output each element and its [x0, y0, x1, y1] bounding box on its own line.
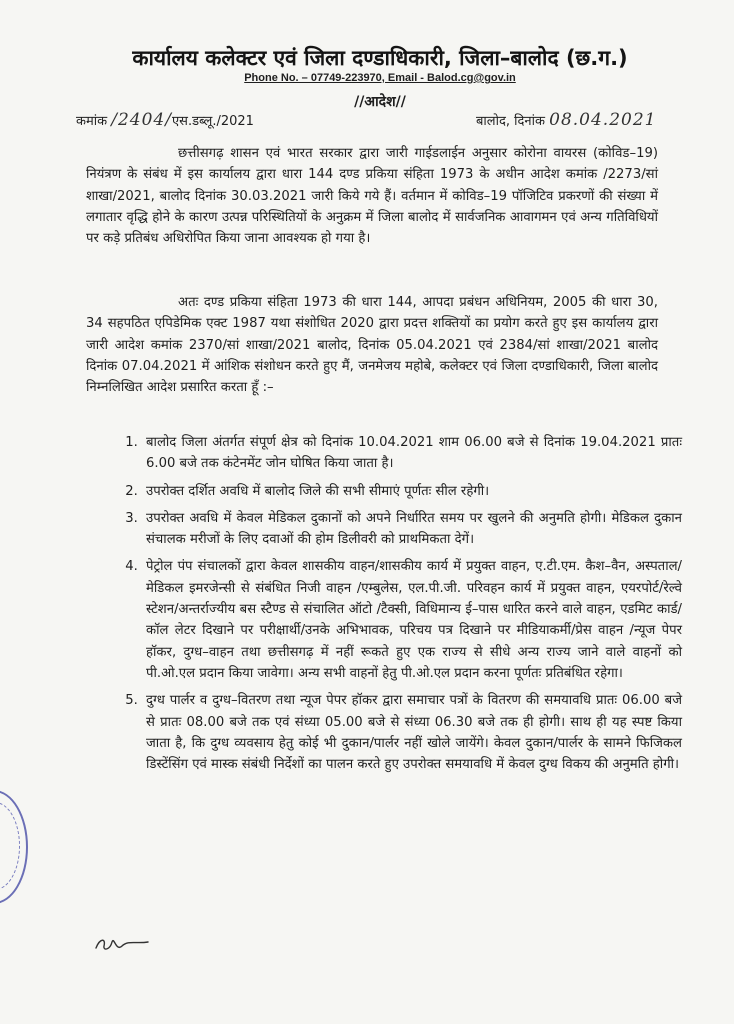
reference-suffix: एस.डब्लू./2021: [171, 114, 254, 129]
order-item-2: 2. उपरोक्त दर्शित अवधि में बालोद जिले की सभी सीमाएं पूर्णतः सील रहेगी।: [142, 481, 682, 502]
reference-prefix: कमांक: [76, 114, 108, 129]
handwritten-number: /2404/: [111, 110, 172, 130]
place-date: [476, 110, 656, 130]
order-heading: //आदेश//: [354, 94, 406, 110]
order-items-list: [116, 432, 682, 781]
paragraph-2: अतः दण्ड प्रकिया संहिता 1973 की धारा 144, आपदा प्रबंधन अधिनियम, 2005 की धारा 30, 34 सहपठित एपिडेमिक एक्ट 1987 यथा संशोधित 2020 द्वारा प्रदत्त शक्तियों का प्रयोग करते हुए इस कार्यालय द्वारा जारी आदेश कमांक 2370/सां शाखा/2021 बालोद, दिनांक 05.04.2021 एवं 2384/सां शाखा/2021 बालोद दिनांक 07.04.2021 में आंशिक संशोधन करते हुए मैं, जनमेजय महोबे, कलेक्टर एवं जिला दण्डाधिकारी, जिला बालोद निम्नलिखित आदेश प्रसारित करता हूँ :–: [86, 295, 658, 396]
contact-line: Phone No. – 07749-223970, Email - Balod.cg@gov.in: [244, 72, 516, 84]
order-item-5: 5. दुग्ध पार्लर व दुग्ध–वितरण तथा न्यूज पेपर हॉकर द्वारा समाचार पत्रों के वितरण की समयावधि प्रातः 06.00 बजे से प्रातः 08.00 बजे तक एवं संध्या 05.00 बजे से संध्या 06.30 बजे तक ही होगी। साथ ही यह स्पष्ट किया जाता है, कि दुग्ध व्यवसाय हेतु कोई भी दुकान/पार्लर नहीं खोले जायेंगे। केवल दुकान/पार्लर के सामने फिजिकल डिस्टेंसिंग एवं मास्क संबंधी निर्देशों का पालन करते हुए उपरोक्त समयावधि में केवल दुग्ध विकय की अनुमति होगी।: [142, 690, 682, 775]
order-item-1: 1. बालोद जिला अंतर्गत संपूर्ण क्षेत्र को दिनांक 10.04.2021 शाम 06.00 बजे से दिनांक 19.04.2021 प्रातः 6.00 बजे तक कंटेनमेंट जोन घोषित किया जाता है।: [142, 432, 682, 475]
paragraph-1: छत्तीसगढ़ शासन एवं भारत सरकार द्वारा जारी गाईडलाईन अनुसार कोरोना वायरस (कोविड–19) नियंत्रण के संबंध में इस कार्यालय द्वारा धारा 144 दण्ड प्रकिया संहिता 1973 के अधीन आदेश कमांक /2273/सां शाखा/2021, बालोद दिनांक 30.03.2021 जारी किये गये हैं। वर्तमान में कोविड–19 पॉजिटिव प्रकरणों की संख्या में लगातार वृद्धि होने के कारण उत्पन्न परिस्थितियों के अनुक्रम में जिला बालोद में सार्वजनिक आवागमन एवं अन्य गतिविधियों पर कड़े प्रतिबंध अधिरोपित किया जाना आवश्यक हो गया है।: [86, 146, 658, 247]
reference-number: [76, 110, 254, 130]
order-item-4: 4. पेट्रोल पंप संचालकों द्वारा केवल शासकीय वाहन/शासकीय कार्य में प्रयुक्त वाहन, ए.टी.एम. कैश–वैन, अस्पताल/मेडिकल इमरजेन्सी से संबंधित निजी वाहन /एम्बुलेस, एल.पी.जी. परिवहन कार्य में प्रयुक्त वाहन, एयरपोर्ट/रेल्वे स्टेशन/अन्तर्राज्यीय बस स्टैण्ड से संचालित ऑटो /टैक्सी, विधिमान्य ई–पास धारित करने वाले वाहन, एडमिट कार्ड/कॉल लेटर दिखाने पर परीक्षार्थी/उनके अभिभावक, परिचय पत्र दिखाने पर मीडियाकर्मी/प्रेस वाहन /न्यूज पेपर हॉकर, दुग्ध–वाहन तथा छत्तीसगढ़ में नहीं रूकते हुए एक राज्य से सीधे अन्य राज्य जाने वाले वाहनों को पी.ओ.एल प्रदान किया जावेगा। अन्य सभी वाहनों हेतु पी.ओ.एल प्रदान करना पूर्णतः प्रतिबंधित रहेगा।: [142, 556, 682, 684]
order-item-3: 3. उपरोक्त अवधि में केवल मेडिकल दुकानों को अपने निर्धारित समय पर खुलने की अनुमति होगी। मेडिकल दुकान संचालक मरीजों के लिए दवाओं की होम डिलीवरी को प्राथमिकता देगें।: [142, 508, 682, 551]
handwritten-date: 08.04.2021: [549, 110, 657, 130]
signature-initials: [92, 930, 152, 956]
office-title: कार्यालय कलेक्टर एवं जिला दण्डाधिकारी, जिला–बालोद (छ.ग.): [132, 46, 628, 70]
place-date-label: बालोद, दिनांक: [476, 114, 545, 129]
